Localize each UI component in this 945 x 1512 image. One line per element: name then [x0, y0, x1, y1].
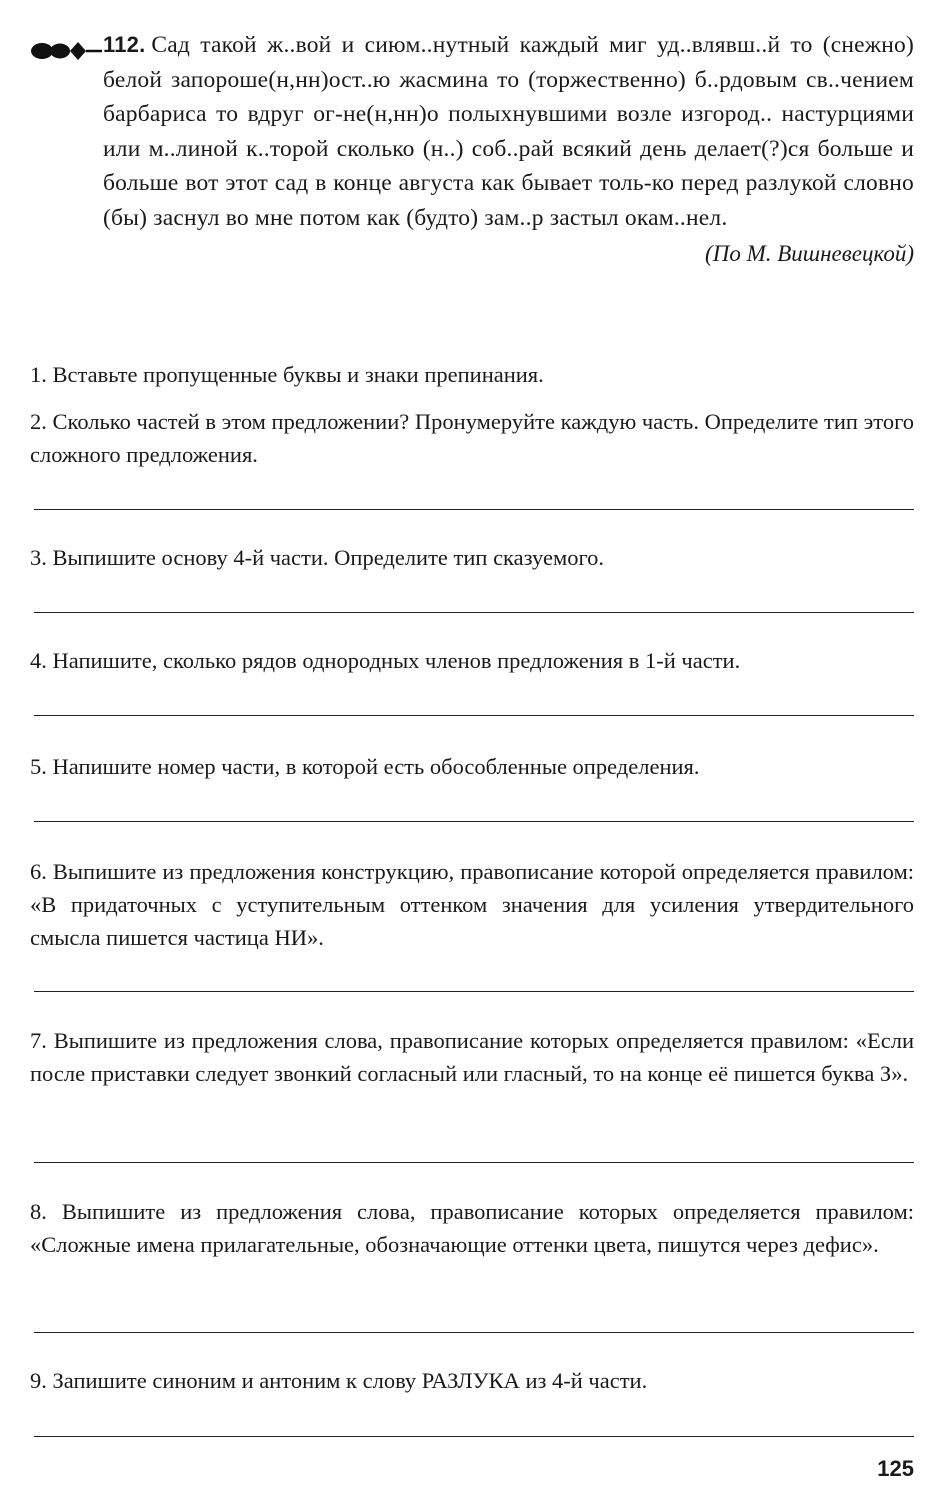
task-2: 2. Сколько частей в этом предложении? Пронумеруйте каждую часть. Определите тип этого сложного предложения. [30, 409, 914, 467]
task-7: 7. Выпишите из предложения слова, правописание которых определяется правилом: «Если после приставки следует звонкий согласный или гласный, то на конце её пишется буква З». [30, 1028, 914, 1086]
task-8: 8. Выпишите из предложения слова, правописание которых определяется правилом: «Сложные имена прилагательные, обозначающие оттенки цвета, пишутся через дефис». [30, 1199, 914, 1257]
exercise-marker-icon [30, 36, 102, 64]
task-3: 3. Выпишите основу 4-й части. Определите тип сказуемого. [30, 545, 605, 570]
answer-line-8[interactable] [34, 1332, 914, 1333]
task-5: 5. Напишите номер части, в которой есть обособленные определения. [30, 754, 700, 779]
answer-line-5[interactable] [34, 821, 914, 822]
exercise-body: Сад такой ж..вой и сиюм..нутный каждый миг уд..влявш..й то (снежно) белой запороше(н,нн)ост..ю жасмина то (торжественно) б..рдовым св..чением барбариса то вдруг ог-не(н,нн)о полыхнувшими возле изгород.. настурциями или м..линой к..торой сколько (н..) соб..рай всякий день делает(?)ся больше и больше вот этот сад в конце августа как бывает толь-ко перед разлукой словно (бы) заснул во мне потом как (будто) зам..р застыл окам..нел. [103, 32, 914, 231]
task-4: 4. Напишите, сколько рядов однородных членов предложения в 1-й части. [30, 648, 741, 673]
exercise-text [103, 28, 914, 235]
exercise-112 [30, 28, 914, 271]
task-6: 6. Выпишите из предложения конструкцию, правописание которой определяется правилом: «В придаточных с уступительным оттенком значения для усиления утвердительного смысла пишется частица НИ». [30, 859, 914, 950]
exercise-source: (По М. Вишневецкой) [705, 241, 914, 266]
answer-line-7[interactable] [34, 1162, 914, 1163]
answer-line-2[interactable] [34, 509, 914, 510]
task-1: 1. Вставьте пропущенные буквы и знаки препинания. [30, 362, 544, 387]
exercise-number: 112. [103, 32, 146, 57]
answer-line-4[interactable] [34, 715, 914, 716]
answer-line-9[interactable] [34, 1436, 914, 1437]
answer-line-6[interactable] [34, 991, 914, 992]
task-9: 9. Запишите синоним и антоним к слову РАЗЛУКА из 4-й части. [30, 1368, 648, 1393]
page-number: 125 [877, 1456, 914, 1481]
answer-line-3[interactable] [34, 612, 914, 613]
